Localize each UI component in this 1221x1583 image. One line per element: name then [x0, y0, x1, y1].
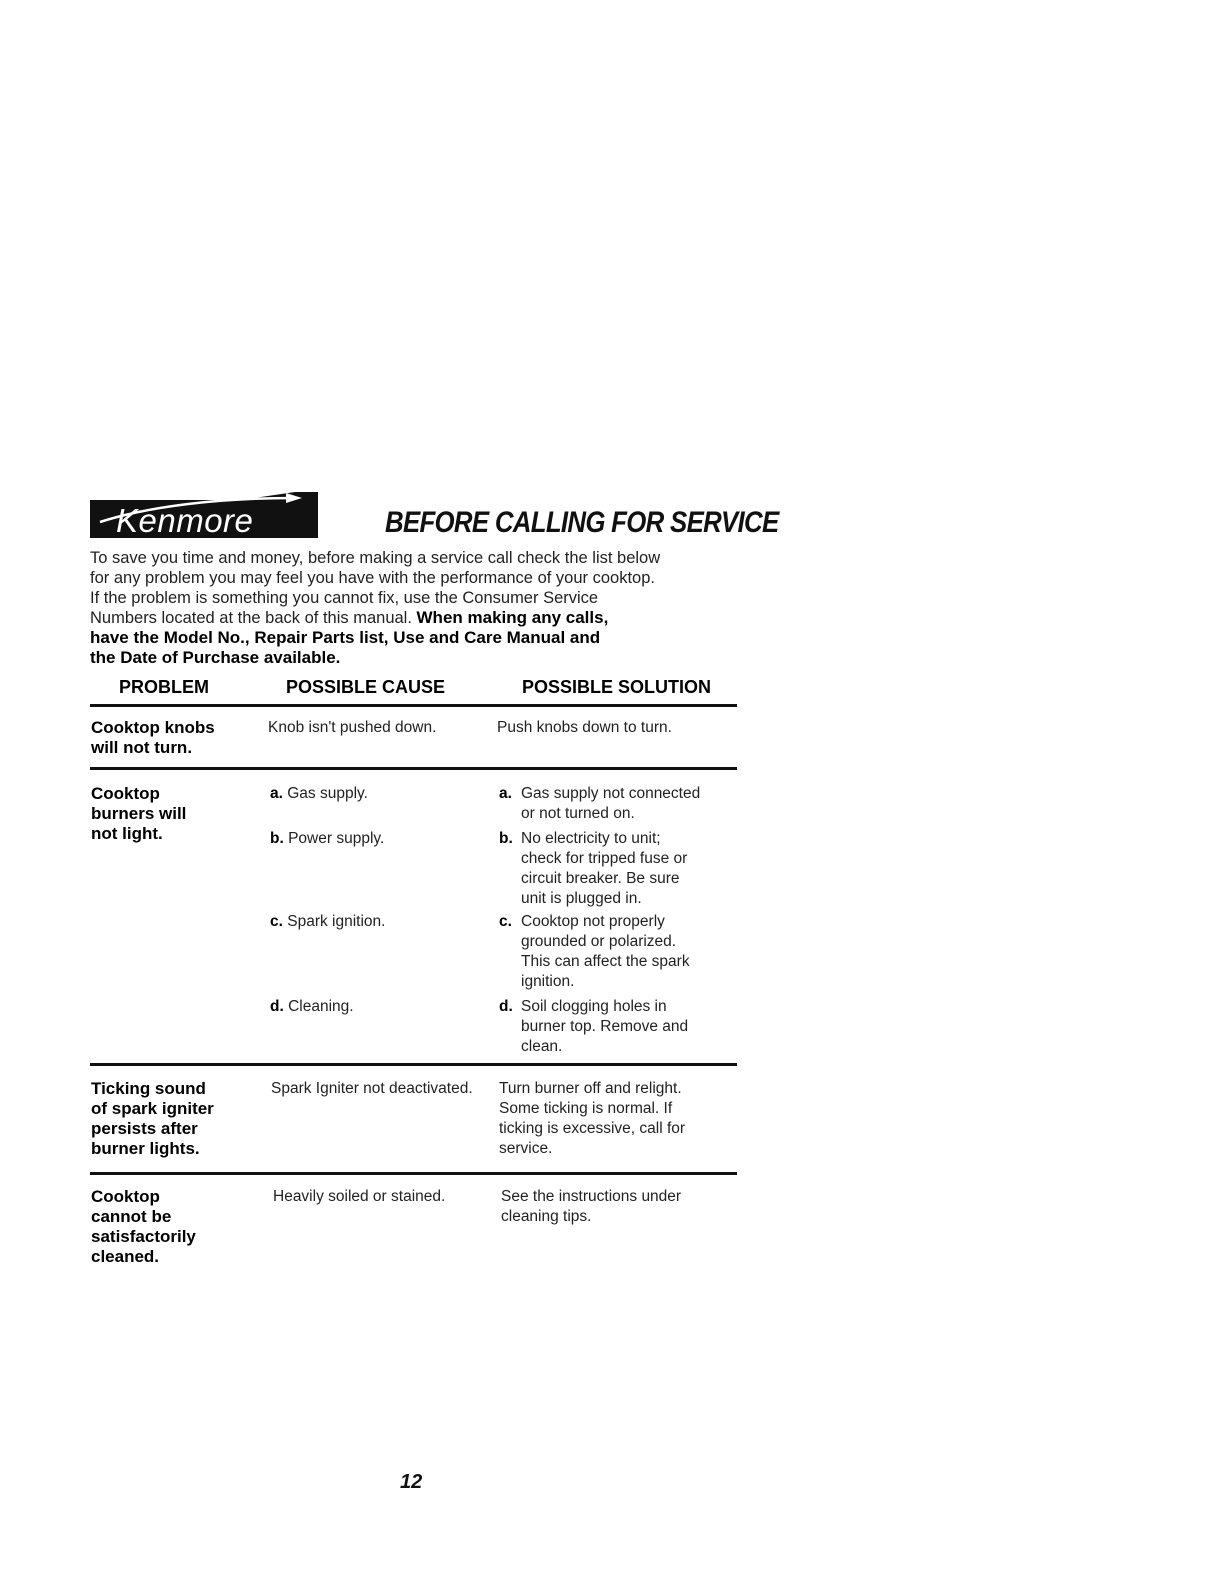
problem-line: persists after	[91, 1119, 198, 1138]
solution-line: ticking is excessive, call for	[499, 1120, 686, 1137]
cause-text: Heavily soiled or stained.	[273, 1188, 446, 1205]
solution-line: unit is plugged in.	[521, 890, 642, 907]
solution-line: cleaning tips.	[501, 1208, 592, 1225]
problem-line: cannot be	[91, 1207, 172, 1226]
cause-item	[270, 829, 495, 849]
cause-item	[270, 997, 495, 1017]
intro-line	[90, 608, 750, 628]
cause-letter: a.	[270, 785, 283, 802]
solution-line: See the instructions under	[501, 1188, 682, 1205]
page-number: 12	[400, 1471, 423, 1493]
problem-line: not light.	[91, 824, 163, 843]
solution-line: clean.	[521, 1038, 563, 1055]
solution-line: Cooktop not properly	[521, 913, 665, 930]
problem-line: satisfactorily	[91, 1227, 196, 1246]
problem-cell	[91, 1079, 261, 1159]
problem-line: Cooktop	[91, 784, 160, 803]
solution-cell	[499, 1079, 739, 1159]
solution-letter: a.	[499, 785, 512, 802]
solution-item	[499, 829, 739, 909]
intro-line: for any problem you may feel you have with the performance of your cooktop.	[90, 569, 655, 587]
solution-item	[499, 912, 739, 992]
cause-text: Knob isn't pushed down.	[268, 719, 437, 736]
solution-cell	[501, 1187, 741, 1227]
cause-letter: d.	[270, 998, 284, 1015]
solution-line: service.	[499, 1140, 553, 1157]
solution-line: Gas supply not connected	[521, 785, 701, 802]
cause-item	[270, 912, 495, 932]
table-rule	[90, 1172, 737, 1175]
column-header-cause: POSSIBLE CAUSE	[286, 677, 446, 697]
problem-line: burners will	[91, 804, 187, 823]
problem-line: Cooktop knobs	[91, 718, 215, 737]
column-header-problem: PROBLEM	[119, 677, 209, 697]
page-title: BEFORE CALLING FOR SERVICE	[385, 506, 779, 539]
logo-wordmark: Kenmore	[116, 502, 254, 539]
problem-line: of spark igniter	[91, 1099, 214, 1118]
solution-letter: d.	[499, 998, 513, 1015]
problem-cell	[91, 1187, 261, 1267]
intro-line: To save you time and money, before making a service call check the list below	[90, 549, 661, 567]
cause-item	[270, 784, 495, 804]
solution-line: check for tripped fuse or	[521, 850, 688, 867]
problem-cell	[91, 718, 261, 758]
problem-line: burner lights.	[91, 1139, 200, 1158]
intro-line: If the problem is something you cannot fix, use the Consumer Service	[90, 589, 599, 607]
solution-line: Some ticking is normal. If	[499, 1100, 673, 1117]
table-rule	[90, 1063, 737, 1066]
cause-text: Spark ignition.	[287, 913, 386, 930]
cause-text: Power supply.	[288, 830, 385, 847]
solution-letter: b.	[499, 830, 513, 847]
solution-line: Push knobs down to turn.	[497, 719, 672, 736]
solution-line: ignition.	[521, 973, 575, 990]
cause-text: Spark Igniter not deactivated.	[271, 1080, 473, 1097]
intro-paragraph	[90, 548, 750, 668]
intro-bold-line: have the Model No., Repair Parts list, Use and Care Manual and	[90, 628, 601, 647]
solution-line: burner top. Remove and	[521, 1018, 689, 1035]
solution-line: grounded or polarized.	[521, 933, 677, 950]
table-rule	[90, 767, 737, 770]
intro-bold-lead: When making any calls,	[416, 608, 609, 627]
solution-item	[499, 784, 739, 824]
intro-bold-line: the Date of Purchase available.	[90, 648, 341, 667]
kenmore-logo	[90, 492, 318, 538]
column-header-solution: POSSIBLE SOLUTION	[522, 677, 712, 697]
problem-cell	[91, 784, 261, 844]
cause-letter: c.	[270, 913, 283, 930]
solution-line: This can affect the spark	[521, 953, 690, 970]
cause-letter: b.	[270, 830, 284, 847]
solution-line: or not turned on.	[521, 805, 635, 822]
cause-text: Cleaning.	[288, 998, 354, 1015]
cause-text: Gas supply.	[287, 785, 368, 802]
solution-line: No electricity to unit;	[521, 830, 661, 847]
solution-line: circuit breaker. Be sure	[521, 870, 680, 887]
solution-letter: c.	[499, 913, 512, 930]
problem-line: cleaned.	[91, 1247, 160, 1266]
solution-line: Turn burner off and relight.	[499, 1080, 682, 1097]
solution-item	[499, 997, 739, 1057]
problem-line: Cooktop	[91, 1187, 160, 1206]
table-rule	[90, 704, 737, 707]
solution-line: Soil clogging holes in	[521, 998, 667, 1015]
solution-cell	[497, 718, 737, 738]
problem-line: Ticking sound	[91, 1079, 206, 1098]
intro-line-text: Numbers located at the back of this manual.	[90, 609, 417, 627]
problem-line: will not turn.	[91, 738, 193, 757]
